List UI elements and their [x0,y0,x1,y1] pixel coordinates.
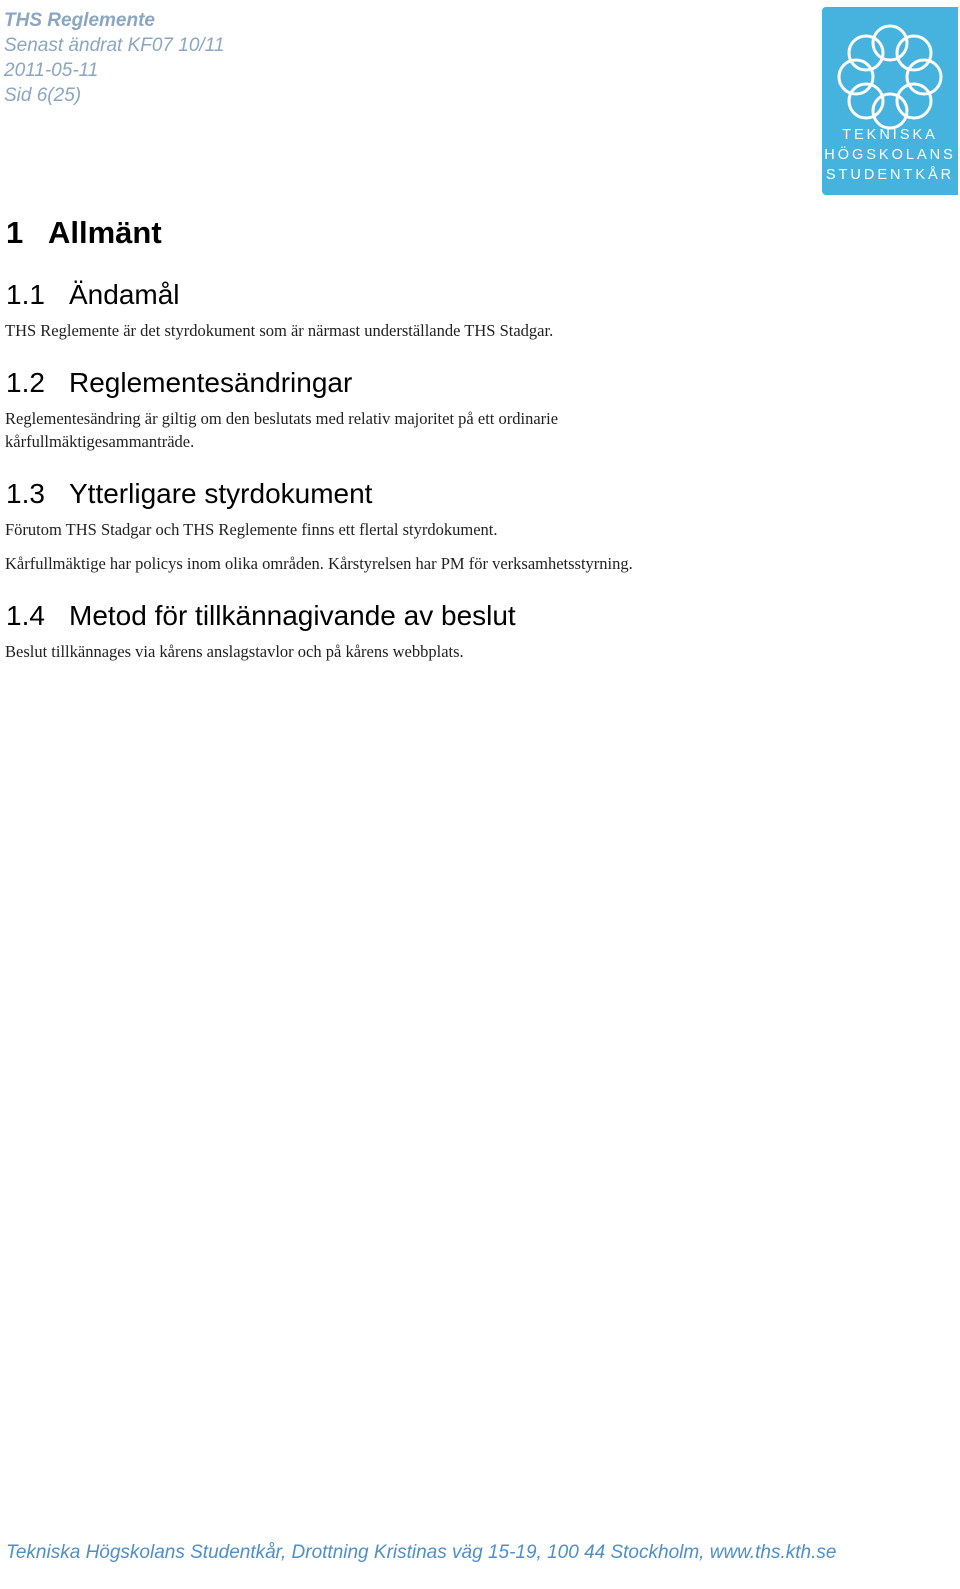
heading-title: Metod för tillkännagivande av beslut [69,600,516,631]
heading-section-1-4 [6,598,516,634]
header-title: THS Reglemente [4,10,155,31]
paragraph-section-1-3-b: Kårfullmäktige har policys inom olika områden. Kårstyrelsen har PM för verksamhetsstyrning. [5,554,633,573]
paragraph-section-1-1: THS Reglemente är det styrdokument som är närmast underställande THS Stadgar. [5,321,554,340]
heading-title: Ytterligare styrdokument [69,478,373,509]
heading-title: Reglementesändringar [69,367,353,398]
paragraph-section-1-3-a: Förutom THS Stadgar och THS Reglemente finns ett flertal styrdokument. [5,520,498,539]
heading-section-1-1 [6,277,180,313]
page-footer: Tekniska Högskolans Studentkår, Drottning Kristinas väg 15-19, 100 44 Stockholm, www.ths.kth.se [6,1542,837,1563]
logo-line-3: STUDENTKÅR [825,167,955,183]
logo-line-2: HÖGSKOLANS [824,147,956,163]
paragraph-section-1-4: Beslut tillkännages via kårens anslagstavlor och på kårens webbplats. [5,642,464,661]
header-page-number: Sid 6(25) [4,85,82,106]
heading-number: 1 [6,215,24,250]
heading-title: Allmänt [48,215,162,250]
header-date: 2011-05-11 [4,60,99,81]
logo-wordmark [822,125,958,185]
heading-number: 1.2 [6,367,45,398]
heading-section-1 [6,213,162,253]
ths-logo [822,7,958,195]
paragraph-section-1-2: Reglementesändring är giltig om den beslutats med relativ majoritet på ett ordinarie kårfullmäktigesammanträde. [5,409,559,451]
heading-number: 1.3 [6,478,45,509]
header-changed: Senast ändrat KF07 10/11 [4,35,225,56]
heading-number: 1.4 [6,600,45,631]
document-header [4,8,224,108]
heading-section-1-2 [6,365,352,401]
heading-number: 1.1 [6,279,45,310]
heading-title: Ändamål [69,279,180,310]
logo-line-1: TEKNISKA [842,127,938,143]
heading-section-1-3 [6,476,372,512]
